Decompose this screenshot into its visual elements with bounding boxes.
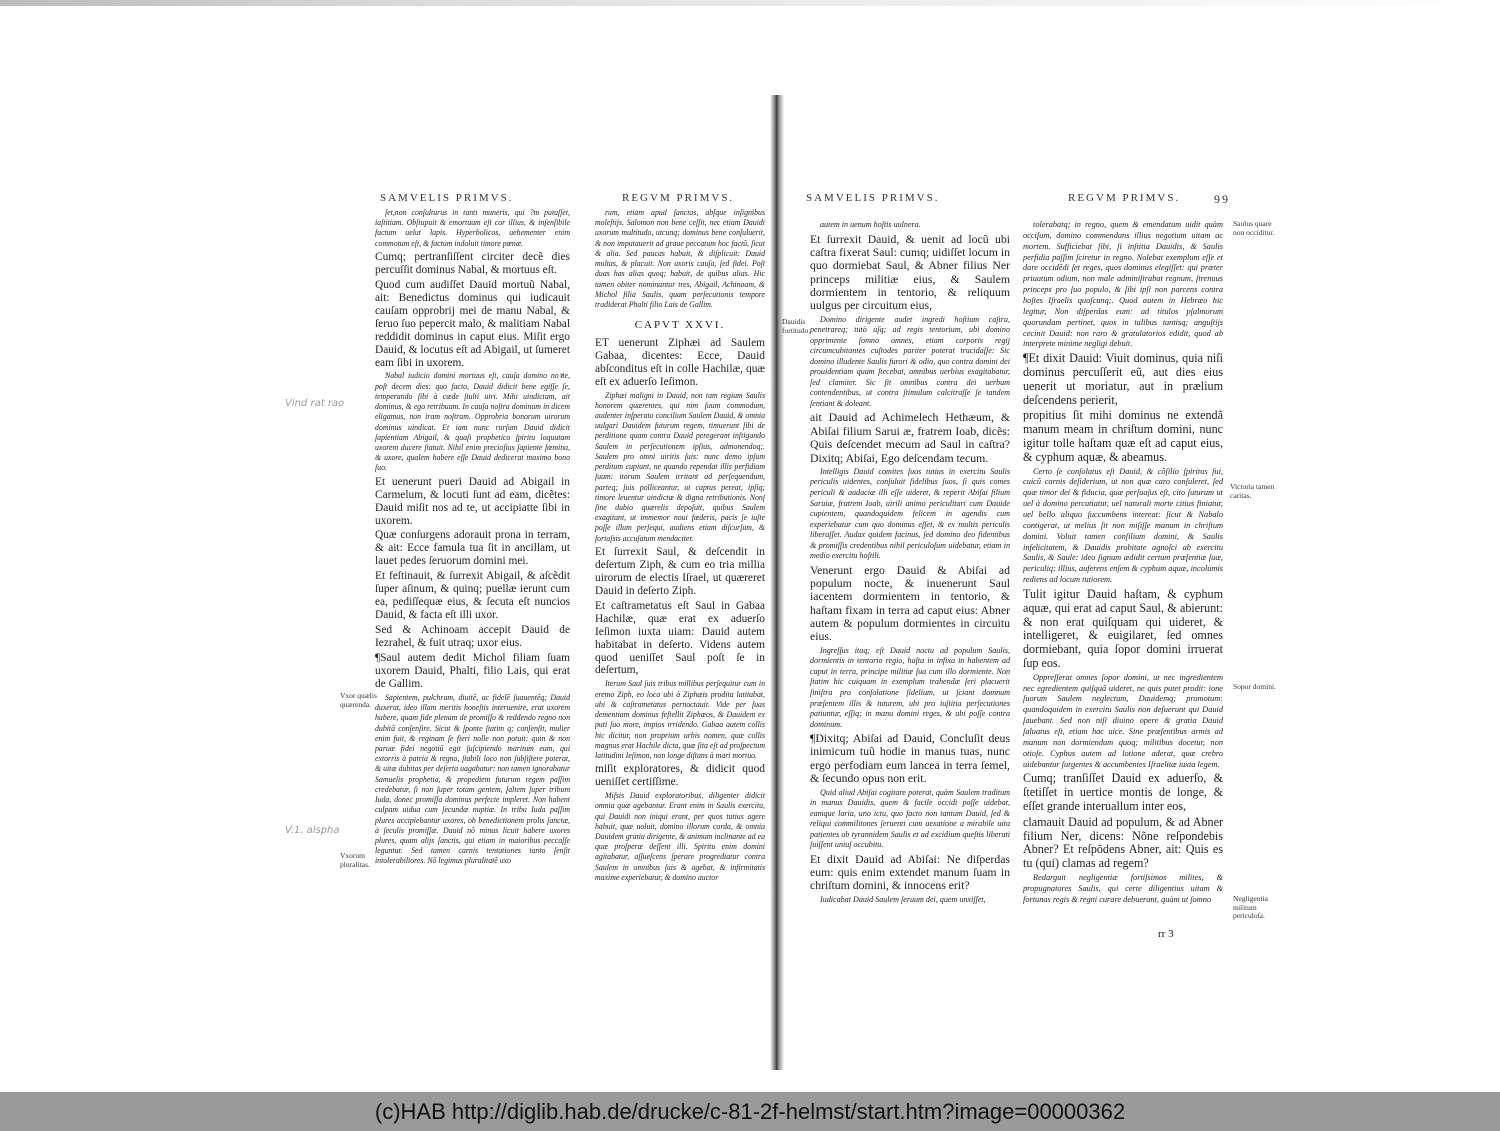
chapter-heading [595,320,765,331]
commentary [810,467,1010,562]
commentary [595,679,765,761]
text: Iterum Saul ſuis tribus millibus perſequitur cum in eremo Ziph, eo loco ubi à Ziphæis prodita latitabat, ubi & caſtrametatus pernoctauit. Vide per ſuas dementiam dominus feſtellit Ziphæos, & Dauidem ex puti ſuo more, impios irridendo. Gabaa autem collis hic dicitur, non proprium urbis nomen, quæ collis magnus erat Hachile dicta, quæ ſita eſt ad proſpectum latitudini Ieſimon, non longe diſtans à mari mortuo. [595,679,765,760]
text: Cumq; pertranſiſſent circiter decẽ dies percuſſit dominus Nabal, & mortuus eſt. [375,250,570,276]
verse [375,279,570,370]
margin-note: Victoria tamen caritas. [1230,482,1275,500]
margin-note: Dauidis fortitudo. [782,317,811,335]
verse [1023,588,1223,671]
commentary [375,208,570,249]
left-header-right: REGVM PRIMVS. [622,192,735,204]
commentary [595,391,765,544]
text: Sapientem, pulchram, diuitẽ, ac fidelẽ ſuauentẽq; Dauid duxerat, ideo illam meritis honeſtis interuenire, erat uxorem habere, quam ſide plenam de promiſſo & reddendo regno non dubitã conſenſire. Sicut & ſponte ſtatim q; conſenſit, mulier enim fuit, & reginam ſe fieri nolle non potuit: quin & non paruæ fidei negotiũ egit ſuſcipiendo maritum eum, qui extorris à patria & regno, ſtabili loco non ſubſiſtere poterat, & uitæ dubitas per deſerta uagabatur: non tamen ignorabatur Samuelis prophetia, & propediem futurum regem paſſim credebatur, ſi non ſuper totam gentem, ſaltem ſuper tribum Iuda, donec promiſſa dominus perfecte impleret. Non habent culpam uidua cum ſecundæ nuptiæ. In tribu Iuda paſſim plures accipiebantur uxores, ob benedictionem prolis ſanctæ, à ſeculis promiſſæ. Dauid nõ minus licuit habere uxores plures, quam alijs ſanctis, qui etiam in maioribus peccaſſe leguntur. Sed tamen carnis tentationes tanto ſenſit intolerabiliores. Nõ legimus pluralitatẽ uxo [375,692,570,866]
left-column-2 [595,208,765,884]
commentary [375,693,570,867]
text: Domino dirigente audet ingredi hoſtium caſtra, penetrareq; tutò uſq; ad regis tentorium, ubi domino opprimente ſomno omnes, etiam corporis regij circumcubitantes cuſtodes pariter poterat trucidaſſe: Sic domino illudente Saulis furori & odio, quo contra domini dei prouidentiam quam ſtecebat, omnibus uerbius exagitabatur, ſed clamiter. Sic fit omnibus contra dei uerbum contendentibus, ut contra ſtimulum calcitraſſe ſe tandem ſentiant & doleant. [810,314,1010,408]
text: Et uenerunt pueri Dauid ad Abigail in Carmelum, & locuti ſunt ad eam, dicẽtes: Dauid miſit nos ad te, ut accipiatte ſibi in uxorem. [375,475,570,527]
text: Redarguit negligentiæ fortiſsimos milites, & propugnatores Saulis, qui certe diligentius uitam & fortunas regis & regni curare debuerant, quàm ut ſomno [1023,872,1223,904]
verse [1023,352,1223,407]
text: Et dixit Dauid ad Abiſai: Ne diſperdas eum: quis enim extendet manum ſuam in chriſtum domini, & innocens erit? [810,852,1010,893]
catchword: rr 3 [1158,928,1174,940]
verse [810,564,1010,644]
commentary [810,646,1010,730]
text: Venerunt ergo Dauid & Abiſai ad populum nocte, & inuenerunt Saul iacentem dormientem in tentorio, & haſtam fixam in terra ad caput eius: Abner autem & populum dormientes in circuitu eius. [810,563,1010,644]
text: Sed & Achinoam accepit Dauid de Iezrahel, & fuit utraq; uxor eius. [375,624,570,650]
text: Nabal iudicio domini mortuus eſt, cauſa domino noꝛte, poſt decem dies: quo facto, Dauid didicit bene egiſſe ſe, temperando ſibi à cæde ſtulti uiri. Mihi uindictam, ait dominus, & ego retribuam. In cauſa noſtra dominum in dicem eligamus, non iram noſtram. Opprobria bonorum uirorum dominus uindicat. Et iam nunc rurſum Dauid didicit ſapientiam Abigail, & quaſi prophetico ſpiritu loquutam uxorem ducere ſtatuit. Nihil enim precioſius ſapiente fœmina, & uxore, qualem habere eſſe Dauid dedicerat maximo bono ſuo. [375,371,570,473]
verse [1023,816,1223,871]
text: Et caſtrametatus eſt Saul in Gabaa Hachilæ, quæ erat ex aduerſo Ieſimon iuxta uiam: Dauid autem habitabat in deſerto. Videns autem quod ueniſſet Saul poſt ſe in deſertum, [595,599,765,677]
verse [810,233,1010,313]
commentary [1023,220,1223,350]
left-header-left: SAMVELIS PRIMVS. [380,192,514,204]
text: propitius ſit mihi dominus ne extendã manum meam in chriſtum domini, nunc igitur tolle haſtam quæ eſt ad caput eius, & cyphum aquæ, & abeamus. [1023,408,1223,464]
verse [375,476,570,528]
text: Et ſurrexit Dauid, & uenit ad locũ ubi caſtra fixerat Saul: cumq; uidiſſet locum in quo dormiebat Saul, & Abner filius Ner princeps militiæ eius, & Saulem dormientem in tentorio, & reliquum uulgus per circuitum eius, [810,232,1010,313]
text: Et feſtinauit, & ſurrexit Abigail, & aſcẽdit ſuper aſinum, & quinq; puellæ ierunt cum ea, pediſſequæ eius, & ſecuta eſt nuncios Dauid, & facta eſt illi uxor. [375,570,570,622]
text: Tulit igitur Dauid haſtam, & cyphum aquæ, qui erat ad caput Saul, & abierunt: & non erat quiſquam qui uideret, & intelligeret, & euigilaret, ſed omnes dormiebant, quia ſopor domini irruerat ſup eos. [1023,587,1223,670]
commentary [810,315,1010,410]
verse [595,546,765,598]
text: miſit exploratores, & didicit quod ueniſſet certiſſime. [595,763,765,789]
commentary [595,791,765,883]
pencil-annotation: Vind rat rao [285,398,345,409]
margin-note: Sopor domini. [1233,682,1276,691]
margin-note: Vxorum pluralitas. [340,851,370,869]
margin-note: Negligentia militum periculoſa. [1233,894,1268,920]
text: ¶Dixitq; Abiſai ad Dauid, Concluſit deus inimicum tuũ hodie in manus tuas, nunc ergo perfodiam eum lancea in terra ſemel, & ſecundo opus non erit. [810,732,1010,786]
text: Miſsis Dauid exploratoribus, diligenter didicit omnia quæ agebantur. Erant enim in Saulis exercitu, qui Dauidi non iniqui erant, per quos tutius agere habuit, quæ uoluit, domino illorum corda, & omnia Dauidem gratia dirigente, & animum inclinante ad ea quæ proſperæ deſſent illi. Spiritu enim domini agitabatur, aſſueſcens ſperare progrediatur contra Saulem in omnibus ſuis & agebat, & infirmitatis maxime experiebatur, & domino auctor [595,791,765,882]
verse [595,600,765,678]
text: clamauit Dauid ad populum, & ad Abner filium Ner, dicens: Nõne reſpondebis Abner? Et reſpõdens Abner, ait: Quis es tu (qui) clamas ad regem? [1023,814,1223,871]
commentary [1023,467,1223,586]
text: ait Dauid ad Achimelech Hethæum, & Abiſai filium Sarui æ, fratrem Ioab, dicẽs: Quis deſcendet mecum ad Saul in caſtra? Dixitq; Abiſai, Ego deſcendam tecum. [810,411,1010,465]
margin-note: Vxor quælis quærenda. [340,691,377,709]
text: Oppreſſerat omnes ſopor domini, ut nec ingredientem nec egredientem quiſquã uideret, ne quis putet prodit: ione ſuorum Saulem neglectum, Dauidemq; promotum: quandoquidem in exercitu Saulis non deſuerunt qui Dauid ſauebant. Sed non niſi diuino opere & gratia Dauid ſaluatus eſt, etiam hac uice. Sine præſentibus armis ad manum non dormiendum quoq; militibus docetur, non otioſe. Cyphus autem ad lotione aderat, quæ crebro uidebantur ſurgentes & accumbentes Iſraelitæ iuxta legem. [1023,672,1223,769]
verse [375,570,570,622]
commentary [375,371,570,473]
text: ¶Et dixit Dauid: Viuit dominus, quia niſi dominus percuſſerit eũ, aut dies eius uenerit ut moriatur, aut in prælium deſcendens perierit, [1023,351,1223,407]
text: Quid aliud Abiſai cogitare poterat, quàm Saulem traditum in manus Dauidis, quem & facile occidi poſſe uidebat, eamque laria, uno ictu, quo facto non tantum Dauid, ſed & reliqui commilitones ſeruenti cum uexatione a mirabile uita patientes ob tyrannidem Saulis et ad excidium queſtis liberati ſuiſſent uniuſ occubitu. [810,787,1010,850]
verse [375,652,570,691]
right-column-1 [810,220,1010,906]
right-header-right: REGVM PRIMVS. [1068,192,1181,204]
verse [1023,409,1223,464]
pencil-annotation: V.1. alspha [285,825,340,836]
left-page [0,0,775,1090]
text: Iudicabat Dauid Saulem ſeruum dei, quem unxiſſet, [820,894,986,904]
text: Quod cum audiſſet Dauid mortuũ Nabal, ait: Benedictus dominus qui iudicauit cauſam opprobrij mei de manu Nabal, & ſeruo ſuo pepercit malo, & malitiam Nabal reddidit dominus in caput eius. Miſit ergo Dauid, & locutus eſt ad Abigail, ut ſumeret eam ſibi in uxorem. [375,278,570,369]
verse [375,624,570,650]
verse [810,853,1010,893]
text: Ziphæi maligni in Dauid, non tam regium Saulis honorem quærentes, qui nim ſuum commodum, audenter inſperato concilium Saulem Dauid, & omnia uulgari Dauidem futurum regem, timuerunt ſibi de perditione quam contra Dauid peregerant inſtigando Saulem in perſecutionem ipſius, admonendoq;. Saulem pro omni uiritis ſuis: nunc demo ipſum perditum cupiunt, ne quando rependat illis perfidiam ſuam: itorum Saulem irritant ad perſequendum, parteq; ſuis polliceantur, ut captus pereat, ipſiq; timore leuentur uindictæ & digna retributionis. Nonſ ſine dubio quærelis depoſuit, quibus Saulem exagitant, ut immemor noui fœderis, pacis ſe iuſte poſſe illum perſequi, audiens etiam diſcurſum, & fortaſsis accuſatum mendaciter. [595,390,765,543]
verse [595,337,765,389]
verse [375,251,570,277]
text: Certo ſe conſolatus eſt Dauid, & cõſilio ſpiritus ſui, cuicũ carnis deſiderium, ut non quæ caro conſuleret, ſed quæ timor dei & fiducia, quæ perſuaſus eſt, cito ſuturum ut uel à domino percutiatur, uel naturali morte citius finiatur, uel bello aliquo ſuccumbens intereat: ſicut & Nabalo contigerat, ut melius ſit non miſiſſe manum in chriſtum domini. Voluit tamen conſilium domini, & Saulis infelicitatem, & Dauidis probitate agnoſci ab exercitu Saulis, & Saule: ideo ſignum ædidit certum præſentiæ ſuæ, periculiq; illius, auferens enſem & cyphum aquæ, incolumis rediens ad locum tutiorem. [1023,466,1223,585]
text: ET uenerunt Ziphæi ad Saulem Gabaa, dicentes: Ecce, Dauid abſconditus eſt in colle Hachilæ, quæ eſt ex aduerſo Ieſimon. [595,336,765,388]
page-number: 99 [1214,192,1230,206]
left-column-1 [375,208,570,868]
commentary [810,220,1010,231]
right-header-left: SAMVELIS PRIMVS. [806,192,940,204]
commentary [1023,673,1223,771]
text: autem in uenum hoſtis uulnera. [820,220,921,229]
commentary [1023,873,1223,906]
verse [1023,772,1223,813]
commentary [810,788,1010,851]
text: Quæ conſurgens adorauit prona in terram, & ait: Ecce famula tua ſit in ancillam, ut lauet pedes ſeruorum domini mei. [375,529,570,568]
text: tolerabatq; in regno, quem & emendatum uidit quàm occiſum, domino commendans illius negotium uitam ac mortem. Sufficiebat ſibi, ſi inſtitia Dauidis, & Saulis perfidia paſſim ſciretur in regno. Nolebat exemplum eſſe et dare occidẽdi ſet reges, quos dominus elegiſſet: qui præter priuatum odium, non male adminiſtrabat regnum, ſtrenuus princeps pro ſuo populo, & ſibi ipſi non parcens contra hoſtes Iſraelis quoſcunq;. Quod autem in Hebræo hic legitur, Non diſperdas eum: ad titulos pſalmorum quorundam pertinet, quos in talibus tantisq; anguſtijs cecinit Dauid: non raro & gratulatorios edidit, quod ab interprete minime negligi debuit. [1023,220,1223,349]
verse [595,763,765,789]
text: Cumq; tranſiſſet Dauid ex aduerſo, & ſtetiſſet in uertice montis de longe, & eſſet grande interuallum inter eos, [1023,771,1223,813]
text: ſet,non conſulturus in tanti muneris, qui ?m putaſſet, iaſtitiam. Obſtupuit & emortuum eſt cor illius, & inſenſibile factum uelut lapis. Hyperbolicos, uehementer enim commotum eſt, & factum indoluit timore pœnæ. [375,208,570,248]
right-column-2 [1023,220,1223,906]
verse [375,529,570,568]
text: Intelligis Dauid comites ſuos tutius in exercitu Saulis periculis uidentes, conſuluit ſidelibus ſuos, ſi quis comes periculi & audaciæ illi eſſe uideret, & reperit Abiſai filium Saruiæ, fratrem Ioab, uirili animo periculitari cum Dauide cupientem, quandoquidem felicem in agendis cum experiebatur cum quo dominus eſſet, & ex multis periculis liberaſſet. Audax quidem facinus, ſed domino deo fidentibus & promiſſis credentibus nihil periculoſum uidebatur, etiam in medio exercitu hoſtili. [810,466,1010,561]
verse [810,732,1010,785]
text: rum, etiam apud ſanctos, abſque inſignibus moleſtijs. Salomon non bene ceſſit, nec etiam Dauidi uxorum multitudo, utcunq; dominus bene conſuluerit, & non imputauerit ad graue peccatum hoc factũ, ſicut & alia. Sed paucas habuit, & diſplicuit: Dauid multas, & placuit. Non uxoris cauſa, ſed fidei. Poſt duas has alias quoq; habuit, de quibus alias. Hic tamen obiter nominantur tres, Abigail, Achinoam, & Michol filia Saulis, quam perſecutionis tempore tradiderat Phalti filio Lais de Gallim. [595,208,765,309]
text: Ingreſſus itaq; eſt Dauid noctu ad populum Saulis, dormientis in tentorio regio, haſta in infixa in habentem ad caput in terra, principe militiæ ſua cum illo dormiente. Non ſtatim hic cuiquam in exemplum trahendæ ſeri placuerit ſiniſtra pro conſolatione ſidelium, ut ſciant domnum præſentem illis & tuturem, ubi pro iuſtitia perſecutiones patiuntur, eſſiq; in manu domini reges, & ubi poſſe contra dominum. [810,645,1010,729]
commentary [595,208,765,310]
right-page [778,0,1500,1090]
commentary [810,895,1010,906]
text: ¶Saul autem dedit Michol filiam ſuam uxorem Dauid, Phalti, filio Lais, qui erat de Gallim. [375,652,570,690]
margin-note: Saulus quare non occiditur. [1233,219,1275,237]
copyright-footer: (c)HAB http://diglib.hab.de/drucke/c-81-2f-helmst/start.htm?image=00000362 [0,1092,1500,1131]
verse [810,411,1010,464]
text: CAPVT XXVI. [634,319,726,332]
text: Et ſurrexit Saul, & deſcendit in deſertum Ziph, & cum eo tria millia uirorum de electis Iſrael, ut quæreret Dauid in deſerto Ziph. [595,545,765,597]
